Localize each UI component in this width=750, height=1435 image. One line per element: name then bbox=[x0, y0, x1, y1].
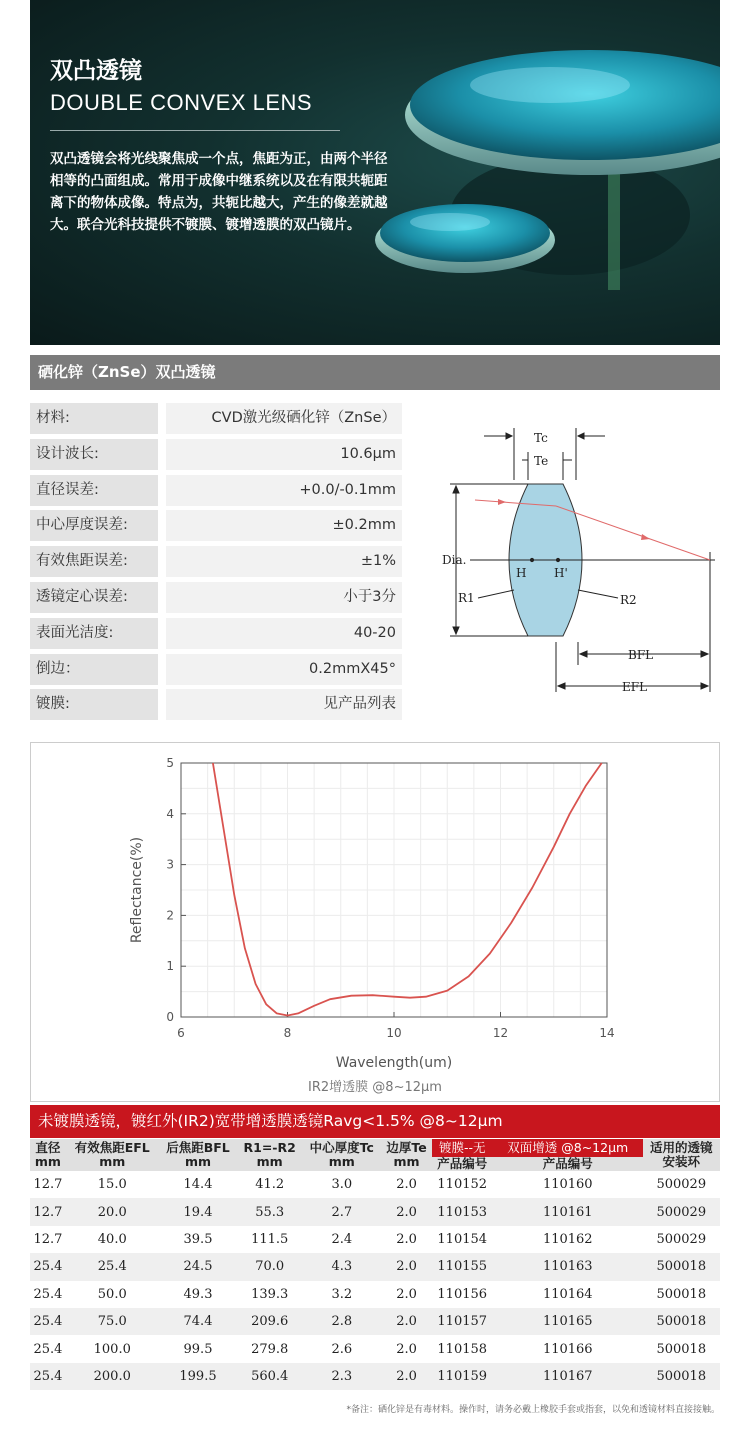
chart-caption: IR2增透膜 @8~12μm bbox=[308, 1080, 442, 1095]
spec-value: CVD激光级硒化锌（ZnSe） bbox=[166, 403, 402, 434]
hero-title: 双凸透镜 bbox=[50, 58, 142, 84]
table-cell: 500029 bbox=[656, 1177, 707, 1193]
point-h bbox=[530, 558, 533, 561]
arrow bbox=[578, 433, 584, 439]
header-top: 适用的透镜 bbox=[650, 1140, 713, 1155]
section-title: 硒化锌（ZnSe）双凸透镜 bbox=[30, 355, 720, 390]
table-row bbox=[30, 1281, 720, 1308]
table-body bbox=[30, 1171, 720, 1390]
spec-value: 小于3分 bbox=[166, 582, 402, 613]
table-cell: 2.0 bbox=[396, 1286, 417, 1302]
table-cell: 500029 bbox=[656, 1231, 707, 1247]
column-header bbox=[30, 1139, 66, 1171]
spec-value: +0.0/-0.1mm bbox=[166, 475, 402, 506]
table-cell: 3.0 bbox=[331, 1177, 353, 1193]
y-tick-label: 0 bbox=[166, 1010, 174, 1024]
te-label: Te bbox=[534, 454, 549, 468]
table-cell: 110157 bbox=[432, 1308, 493, 1335]
product-table bbox=[30, 1139, 720, 1390]
table-cell: 110166 bbox=[542, 1341, 593, 1357]
hero-subtitle: DOUBLE CONVEX LENS bbox=[50, 90, 313, 115]
table-row bbox=[30, 1226, 720, 1253]
product-table-title: 未镀膜透镜，镀红外(IR2)宽带增透膜透镜Ravg<1.5% @8~12μm bbox=[30, 1105, 720, 1138]
table-cell: 209.6 bbox=[237, 1308, 302, 1335]
table-cell: 111.5 bbox=[251, 1231, 289, 1247]
table-cell: 500018 bbox=[643, 1308, 720, 1335]
table-cell: 110158 bbox=[437, 1341, 488, 1357]
table-cell: 500029 bbox=[643, 1198, 720, 1225]
reflectance-chart-panel bbox=[30, 742, 720, 1102]
table-cell: 500018 bbox=[656, 1341, 707, 1357]
header-top: 有效焦距EFL bbox=[74, 1140, 150, 1155]
spec-value: ±0.2mm bbox=[166, 510, 402, 541]
r1-leader bbox=[478, 590, 514, 598]
y-tick-label: 3 bbox=[166, 857, 174, 872]
table-cell: 200.0 bbox=[66, 1363, 159, 1390]
table-cell: 2.0 bbox=[382, 1308, 432, 1335]
spec-row bbox=[30, 689, 402, 720]
table-cell: 2.6 bbox=[331, 1341, 353, 1357]
table-cell: 560.4 bbox=[237, 1363, 302, 1390]
table-cell: 199.5 bbox=[159, 1363, 238, 1390]
header-bottom: mm bbox=[328, 1154, 355, 1169]
y-tick-label: 2 bbox=[166, 908, 174, 923]
r2-leader bbox=[578, 590, 618, 598]
spec-row bbox=[30, 439, 402, 470]
spec-label: 材料: bbox=[30, 403, 158, 434]
table-cell: 3.2 bbox=[331, 1286, 353, 1302]
table-cell: 55.3 bbox=[237, 1198, 302, 1225]
table-cell: 20.0 bbox=[66, 1198, 159, 1225]
hero-description: 双凸透镜会将光线聚焦成一个点，焦距为正，由两个半径相等的凸面组成。常用于成像中继系统以及在有限共轭距离下的物体成像。特点为，共轭比越大，产生的像差就越大。联合光科技提供不镀膜、镀增透膜的双凸镜片。 bbox=[50, 151, 388, 233]
column-header bbox=[66, 1139, 159, 1171]
header-bottom: mm bbox=[256, 1154, 283, 1169]
efl-label: EFL bbox=[622, 680, 648, 694]
spec-label: 镀膜: bbox=[30, 689, 158, 720]
table-cell: 2.0 bbox=[382, 1363, 432, 1390]
spec-row bbox=[30, 654, 402, 685]
column-header bbox=[493, 1139, 643, 1171]
spec-row bbox=[30, 510, 402, 541]
arrow bbox=[453, 627, 459, 634]
h-label: H bbox=[516, 566, 527, 580]
lens-diagram bbox=[430, 420, 730, 700]
table-cell: 110160 bbox=[542, 1177, 593, 1193]
table-row bbox=[30, 1335, 720, 1362]
header-bottom: mm bbox=[99, 1154, 126, 1169]
table-cell: 2.0 bbox=[396, 1341, 417, 1357]
table-row bbox=[30, 1198, 720, 1225]
table-row bbox=[30, 1308, 720, 1335]
arrow bbox=[701, 651, 708, 657]
table-cell: 25.4 bbox=[30, 1253, 66, 1280]
header-top: 双面增透 @8~12μm bbox=[507, 1140, 629, 1155]
reflectance-chart bbox=[31, 743, 719, 1101]
table-cell: 110161 bbox=[493, 1198, 643, 1225]
table-cell: 279.8 bbox=[251, 1341, 289, 1357]
spec-value: 0.2mmX45° bbox=[166, 654, 402, 685]
ray-arrow bbox=[498, 499, 506, 505]
spec-label: 倒边： bbox=[30, 654, 158, 685]
ray-arrow bbox=[641, 534, 650, 540]
r1-label: R1 bbox=[458, 591, 475, 605]
table-row bbox=[30, 1171, 720, 1198]
lens-photo bbox=[370, 40, 720, 330]
spec-row bbox=[30, 403, 402, 434]
table-cell: 19.4 bbox=[159, 1198, 238, 1225]
table-cell: 110155 bbox=[432, 1253, 493, 1280]
header-top: 后焦距BFL bbox=[166, 1140, 230, 1155]
header-bottom: 安装环 bbox=[662, 1154, 701, 1169]
header-bottom: mm bbox=[184, 1154, 212, 1169]
y-tick-label: 5 bbox=[166, 756, 174, 770]
table-cell: 110153 bbox=[432, 1198, 493, 1225]
table-cell: 2.8 bbox=[302, 1308, 382, 1335]
table-cell: 2.4 bbox=[331, 1231, 353, 1247]
x-tick-label: 10 bbox=[386, 1026, 402, 1040]
table-cell: 500018 bbox=[656, 1286, 707, 1302]
point-h-prime bbox=[556, 558, 559, 561]
spec-value: 40-20 bbox=[166, 618, 402, 649]
table-cell: 139.3 bbox=[251, 1286, 289, 1302]
table-header-row bbox=[30, 1139, 720, 1171]
table-cell: 25.4 bbox=[66, 1253, 159, 1280]
column-header bbox=[643, 1139, 720, 1171]
table-cell: 40.0 bbox=[97, 1231, 127, 1247]
table-cell: 41.2 bbox=[255, 1177, 285, 1193]
spec-value: ±1% bbox=[166, 546, 402, 577]
table-cell: 49.3 bbox=[183, 1286, 213, 1302]
table-cell: 24.5 bbox=[159, 1253, 238, 1280]
r2-label: R2 bbox=[620, 593, 637, 607]
table-cell: 4.3 bbox=[302, 1253, 382, 1280]
spec-row bbox=[30, 618, 402, 649]
arrow bbox=[453, 486, 459, 493]
spec-value: 10.6μm bbox=[166, 439, 402, 470]
spec-label: 设计波长: bbox=[30, 439, 158, 470]
table-cell: 25.4 bbox=[33, 1286, 63, 1302]
table-cell: 110163 bbox=[493, 1253, 643, 1280]
table-cell: 500018 bbox=[643, 1363, 720, 1390]
table-cell: 25.4 bbox=[33, 1341, 63, 1357]
table-cell: 110152 bbox=[437, 1177, 488, 1193]
table-cell: 15.0 bbox=[97, 1177, 127, 1193]
column-header bbox=[432, 1139, 493, 1171]
header-top: 镀膜--无 bbox=[438, 1140, 486, 1155]
table-cell: 12.7 bbox=[30, 1198, 66, 1225]
h-prime-label: H' bbox=[554, 566, 568, 580]
table-cell: 110162 bbox=[542, 1231, 593, 1247]
spec-label: 有效焦距误差: bbox=[30, 546, 158, 577]
table-cell: 2.0 bbox=[382, 1253, 432, 1280]
column-header bbox=[302, 1139, 382, 1171]
tc-label: Tc bbox=[534, 431, 548, 445]
table-cell: 50.0 bbox=[97, 1286, 127, 1302]
table-cell: 14.4 bbox=[183, 1177, 213, 1193]
spec-label: 直径误差: bbox=[30, 475, 158, 506]
table-cell: 12.7 bbox=[33, 1231, 63, 1247]
x-tick-label: 12 bbox=[492, 1026, 509, 1040]
arrow bbox=[558, 683, 565, 689]
table-cell: 110156 bbox=[437, 1286, 488, 1302]
y-tick-label: 4 bbox=[166, 806, 174, 821]
footnote: *备注：硒化锌是有毒材料。操作时，请务必戴上橡胶手套或指套，以免和透镜材料直接接触。 bbox=[346, 1405, 720, 1415]
column-header bbox=[159, 1139, 238, 1171]
table-row bbox=[30, 1363, 720, 1390]
header-bottom: mm bbox=[34, 1154, 61, 1169]
table-cell: 39.5 bbox=[183, 1231, 213, 1247]
header-top: 中心厚度Tc bbox=[309, 1140, 374, 1155]
table-cell: 75.0 bbox=[66, 1308, 159, 1335]
arrow bbox=[506, 433, 512, 439]
table-cell: 99.5 bbox=[183, 1341, 213, 1357]
table-row bbox=[30, 1253, 720, 1280]
table-cell: 2.0 bbox=[396, 1177, 417, 1193]
spec-label: 表面光洁度: bbox=[30, 618, 158, 649]
spec-label: 中心厚度误差: bbox=[30, 510, 158, 541]
column-header bbox=[382, 1139, 432, 1171]
table-cell: 110159 bbox=[432, 1363, 493, 1390]
header-bottom: 产品编号 bbox=[492, 1157, 644, 1171]
x-tick-label: 14 bbox=[599, 1026, 615, 1040]
header-bottom: 产品编号 bbox=[431, 1157, 494, 1171]
table-cell: 2.0 bbox=[396, 1231, 417, 1247]
spec-row bbox=[30, 475, 402, 506]
arrow bbox=[701, 683, 708, 689]
arrow bbox=[580, 651, 587, 657]
hero-banner bbox=[30, 0, 720, 345]
table-cell: 500018 bbox=[643, 1253, 720, 1280]
spec-value: 见产品列表 bbox=[166, 689, 402, 720]
table-cell: 25.4 bbox=[30, 1363, 66, 1390]
spec-row bbox=[30, 546, 402, 577]
table-cell: 2.3 bbox=[302, 1363, 382, 1390]
table-cell: 110167 bbox=[493, 1363, 643, 1390]
table-cell: 110165 bbox=[493, 1308, 643, 1335]
header-top: 边厚Te bbox=[386, 1140, 427, 1155]
table-cell: 100.0 bbox=[93, 1341, 131, 1357]
y-axis-label: Reflectance(%) bbox=[129, 836, 145, 944]
dia-label: Dia. bbox=[442, 553, 467, 567]
table-cell: 110164 bbox=[542, 1286, 593, 1302]
table-cell: 110154 bbox=[437, 1231, 488, 1247]
header-bottom: mm bbox=[393, 1154, 420, 1169]
column-header bbox=[237, 1139, 302, 1171]
table-cell: 2.7 bbox=[302, 1198, 382, 1225]
x-tick-label: 8 bbox=[283, 1026, 292, 1040]
x-tick-label: 6 bbox=[177, 1026, 185, 1040]
header-top: 直径 bbox=[35, 1140, 61, 1155]
x-axis-label: Wavelength(um) bbox=[335, 1055, 453, 1071]
spec-row bbox=[30, 582, 402, 613]
table-cell: 25.4 bbox=[30, 1308, 66, 1335]
table-cell: 74.4 bbox=[159, 1308, 238, 1335]
table-cell: 70.0 bbox=[237, 1253, 302, 1280]
header-top: R1=-R2 bbox=[243, 1140, 296, 1155]
table-cell: 2.0 bbox=[382, 1198, 432, 1225]
bfl-label: BFL bbox=[628, 648, 654, 662]
y-tick-label: 1 bbox=[166, 959, 174, 974]
reflectance-series-line bbox=[213, 763, 602, 1016]
table-cell: 12.7 bbox=[33, 1177, 63, 1193]
divider bbox=[50, 130, 340, 131]
spec-label: 透镜定心误差: bbox=[30, 582, 158, 613]
